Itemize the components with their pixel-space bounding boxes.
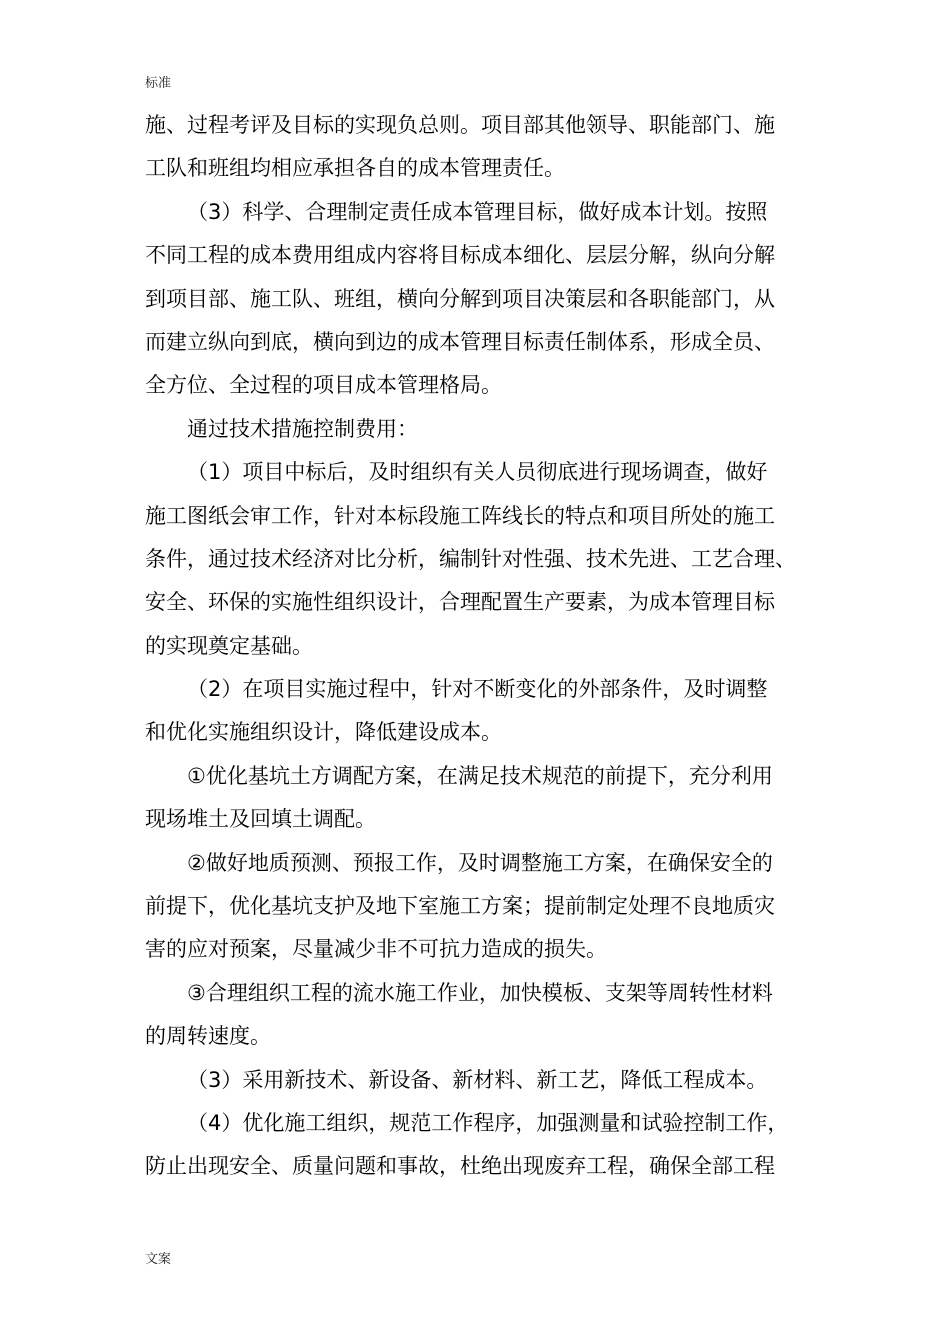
page-footer: 文案 (145, 1252, 172, 1267)
text-line: 条件，通过技术经济对比分析，编制针对性强、技术先进、工艺合理、 (145, 546, 796, 571)
text-line: ②做好地质预测、预报工作，及时调整施工方案，在确保安全的 (187, 850, 773, 875)
text-line: 前提下，优化基坑支护及地下室施工方案；提前制定处理不良地质灾 (145, 894, 775, 919)
text-line: 全方位、全过程的项目成本管理格局。 (145, 373, 502, 398)
text-line: 的周转速度。 (145, 1024, 271, 1049)
page-header: 标准 (145, 76, 172, 91)
text-line: 通过技术措施控制费用： (187, 416, 418, 441)
text-line: 和优化实施组织设计，降低建设成本。 (145, 720, 502, 745)
text-line: 安全、环保的实施性组织设计，合理配置生产要素，为成本管理目标 (145, 590, 775, 615)
text-line: 到项目部、施工队、班组，横向分解到项目决策层和各职能部门，从 (145, 286, 775, 311)
text-line: 防止出现安全、质量问题和事故，杜绝出现废弃工程，确保全部工程 (145, 1154, 775, 1179)
text-line: ①优化基坑土方调配方案，在满足技术规范的前提下，充分利用 (187, 763, 773, 788)
text-line: ③合理组织工程的流水施工作业，加快模板、支架等周转性材料 (187, 980, 773, 1005)
text-line: 不同工程的成本费用组成内容将目标成本细化、层层分解，纵向分解 (145, 243, 775, 268)
text-line: 而建立纵向到底，横向到边的成本管理目标责任制体系，形成全员、 (145, 329, 775, 354)
text-line: 的实现奠定基础。 (145, 633, 313, 658)
text-line: 工队和班组均相应承担各自的成本管理责任。 (145, 156, 565, 181)
text-line: （3）科学、合理制定责任成本管理目标，做好成本计划。按照 (187, 199, 768, 224)
text-line: 施工图纸会审工作，针对本标段施工阵线长的特点和项目所处的施工 (145, 503, 775, 528)
text-line: 害的应对预案，尽量减少非不可抗力造成的损失。 (145, 937, 607, 962)
text-line: （4）优化施工组织，规范工作程序，加强测量和试验控制工作， (187, 1110, 789, 1135)
text-line: （1）项目中标后，及时组织有关人员彻底进行现场调查，做好 (187, 460, 768, 485)
document-body (145, 104, 810, 1189)
text-line: （2）在项目实施过程中，针对不断变化的外部条件，及时调整 (187, 677, 768, 702)
text-line: （3）采用新技术、新设备、新材料、新工艺，降低工程成本。 (187, 1067, 768, 1092)
text-line: 现场堆土及回填土调配。 (145, 807, 376, 832)
text-line: 施、过程考评及目标的实现负总则。项目部其他领导、职能部门、施 (145, 113, 775, 137)
